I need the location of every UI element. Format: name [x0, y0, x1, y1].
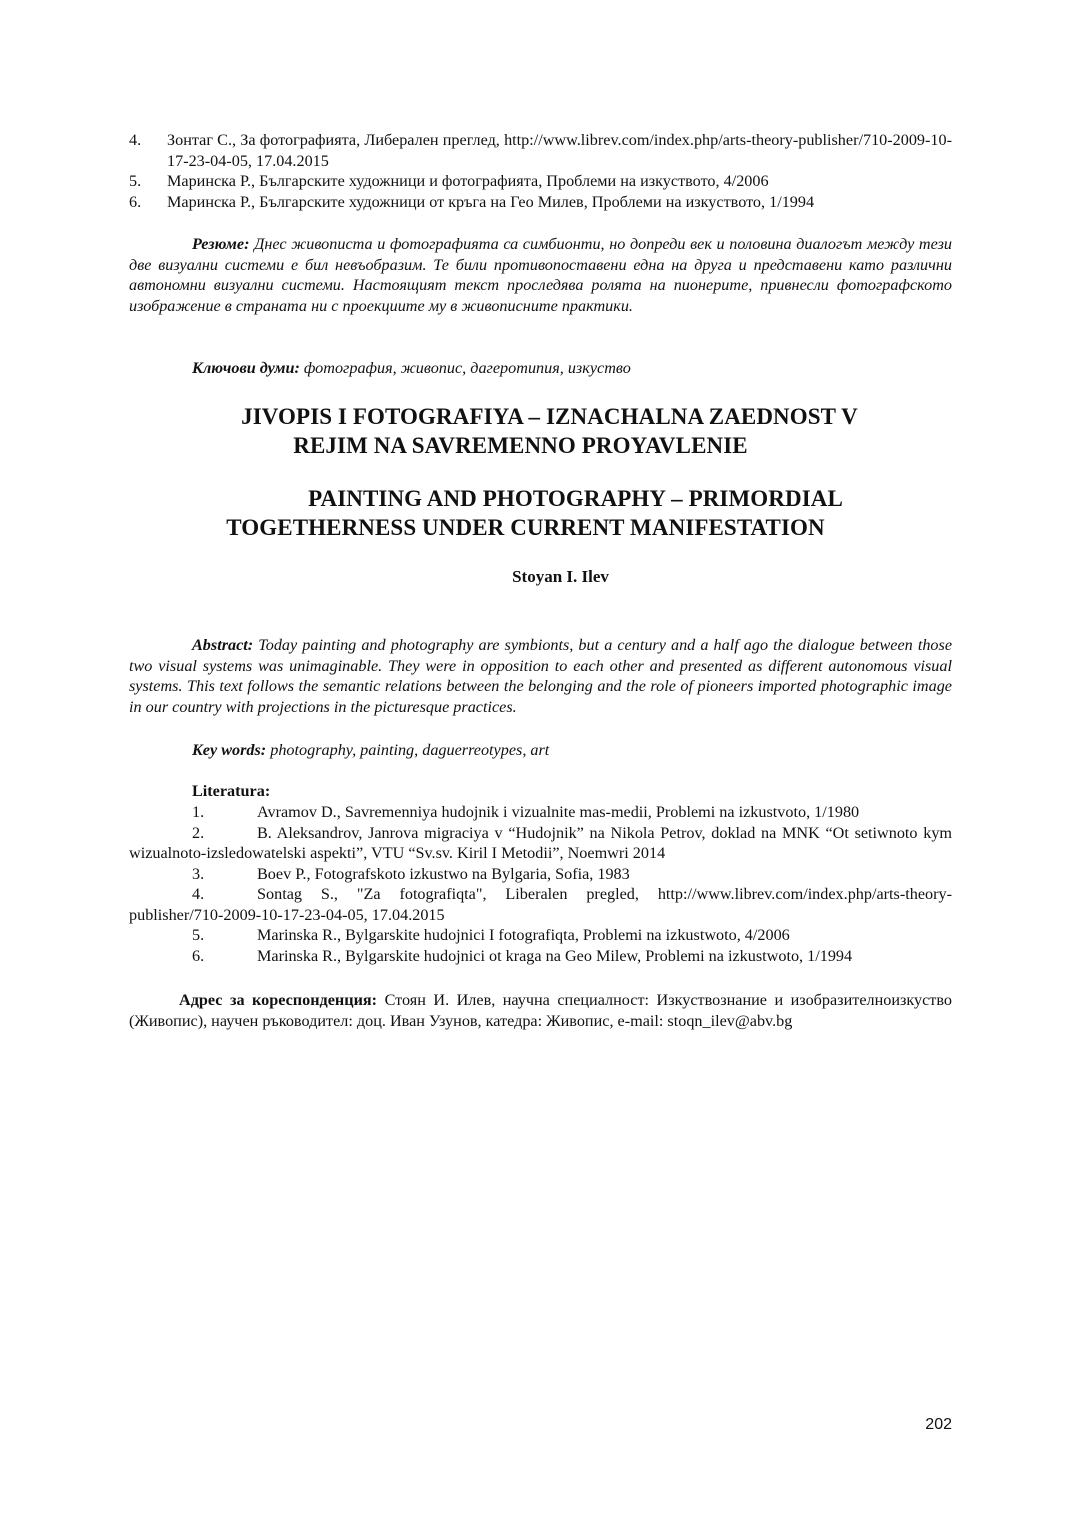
keywords-en — [129, 740, 952, 761]
reference-number: 5. — [129, 172, 142, 190]
title-english — [129, 484, 952, 542]
abstract-text: Today painting and photography are symbionts, but a century and a half ago the dialogue between those two visual systems was unimaginable. They were in opposition to each other and presented as different autonomous visual systems. This text follows the semantic relations between the belonging and the role of pioneers imported photographic image in our country with projections in the picturesque practices. — [129, 636, 952, 716]
page-number: 202 — [925, 1416, 952, 1433]
resume-label: Резюме: — [192, 235, 250, 253]
title-transliterated-line-1: JIVOPIS I FOTOGRAFIYA – IZNACHALNA ZAEDNOST V — [241, 404, 858, 429]
literatura-text: Avramov D., Savremenniya hudojnik i vizualnite mas-medii, Problemi na izkustvoto, 1/1980 — [257, 803, 860, 821]
keywords-en-text: photography, painting, daguerreotypes, art — [270, 741, 550, 759]
resume-text: Днес живописта и фотографията са симбионти, но допреди век и половина диалогът между тези две визуални системи е бил невъобразим. Те били противопоставени една на друга и представени като различни автономни визуални системи. Настоящият текст проследява ролята на пионерите, привнесли фотографското изображение в страната ни с проекциите му в живописните практики. — [129, 235, 952, 315]
reference-item — [129, 130, 952, 171]
literatura-list — [129, 802, 952, 966]
title-transliterated — [129, 402, 952, 460]
author-name: Stoyan I. Ilev — [512, 567, 609, 586]
keywords-bg-text: фотография, живопис, дагеротипия, изкуство — [303, 359, 631, 377]
reference-item — [129, 171, 952, 192]
title-english-line-2: TOGETHERNESS UNDER CURRENT MANIFESTATION — [226, 515, 825, 540]
abstract-paragraph — [129, 635, 952, 717]
literatura-item — [129, 823, 952, 864]
keywords-bg-label: Ключови думи: — [192, 359, 300, 377]
reference-text: Маринска Р., Българските художници и фотографията, Проблеми на изкуството, 4/2006 — [167, 172, 769, 190]
keywords-bg — [129, 358, 952, 379]
title-english-line-1: PAINTING AND PHOTOGRAPHY – PRIMORDIAL — [308, 486, 843, 511]
literatura-number: 5. — [192, 926, 205, 944]
literatura-item — [129, 884, 952, 925]
literatura-text: B. Aleksandrov, Janrova migraciya v “Hudojnik” na Nikola Petrov, doklad na MNK “Ot setiwnoto kym wizualnoto-izsledowatelski aspekti”, VTU “Sv.sv. Kiril I Metodii”, Noemwri 2014 — [129, 823, 952, 862]
literatura-item — [129, 946, 952, 967]
literatura-item — [129, 802, 952, 823]
literatura-text: Sontag S., "Za fotografiqta", Liberalen pregled, http://www.librev.com/index.php/arts-theory-publisher/710-2009-10-17-23-04-05, 17.04.2015 — [129, 885, 952, 924]
literatura-heading: Literatura: — [192, 782, 271, 800]
title-transliterated-line-2: REJIM NA SAVREMENNO PROYAVLENIE — [293, 433, 748, 458]
literatura-item — [129, 864, 952, 885]
literatura-text: Boev P., Fotografskoto izkustwo na Bylgaria, Sofia, 1983 — [257, 864, 630, 883]
literatura-item — [129, 925, 952, 946]
literatura-text: Marinska R., Bylgarskite hudojnici I fotografiqta, Problemi na izkustwoto, 4/2006 — [257, 926, 790, 944]
reference-number: 4. — [129, 131, 142, 149]
reference-item — [129, 192, 952, 213]
reference-number: 6. — [129, 192, 142, 211]
resume-paragraph — [129, 234, 952, 316]
abstract-label: Abstract: — [192, 636, 254, 654]
literatura-number: 2. — [192, 823, 205, 842]
reference-text: Маринска Р., Българските художници от кръга на Гео Милев, Проблеми на изкуството, 1/1994 — [167, 192, 815, 211]
reference-text: Зонтаг С., За фотографията, Либерален преглед, http://www.librev.com/index.php/arts-theory-publisher/710-2009-10-17-23-04-05, 17.04.2015 — [167, 131, 952, 170]
literatura-number: 6. — [192, 946, 205, 965]
literatura-number: 4. — [192, 885, 205, 903]
address-paragraph — [129, 990, 952, 1031]
top-references — [129, 130, 952, 212]
literatura-text: Marinska R., Bylgarskite hudojnici ot kraga na Geo Milew, Problemi na izkustwoto, 1/1994 — [257, 946, 853, 965]
address-label: Адрес за кореспонденция: — [179, 991, 378, 1009]
address-text: Стоян И. Илев, научна специалност: Изкуствознание и изобразителноизкуство (Живопис), научен ръководител: доц. Иван Узунов, катедра: Живопис, e-mail: stoqn_ilev@abv.bg — [129, 991, 953, 1030]
literatura-number: 1. — [192, 803, 205, 821]
literatura-number: 3. — [192, 864, 205, 883]
keywords-en-label: Key words: — [192, 741, 267, 759]
